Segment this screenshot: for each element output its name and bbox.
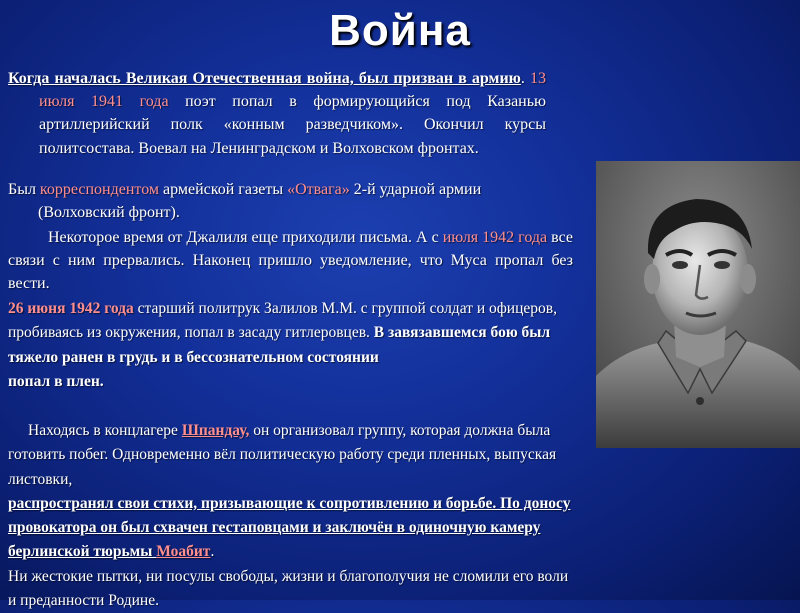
text-was: Был <box>8 181 40 198</box>
portrait-photo <box>596 161 800 448</box>
text-call-up: Когда началась Великая Отечественная война, был призван в армию <box>8 70 521 87</box>
text-shock-army: 2-й ударной армии (Волховский фронт). <box>38 181 482 222</box>
text-army-newspaper: армейской газеты <box>159 181 288 198</box>
date-13-july-1941: 13 июля 1941 года <box>39 70 547 111</box>
date-july-1942: июля 1942 года <box>442 229 548 246</box>
portrait-image <box>596 161 800 448</box>
paragraph-correspondent <box>8 178 548 224</box>
text-period-2: . <box>210 543 215 561</box>
camp-name: Шпандау, <box>181 422 250 439</box>
text-regiment: поэт попал в формирующийся под Казанью артиллерийский полк «конным разведчиком». Окончил курсы политсостава. Воевал на Ленинградском и Волховском фронтах. <box>39 93 546 157</box>
text-ambush: старший политрук Залилов М.М. с группой солдат и офицеров, пробиваясь из окружения, попал в засаду гитлеровцев. <box>8 300 557 342</box>
text-torture: Ни жестокие пытки, ни посулы свободы, жизни и благополучия не сломили его воли и преданности Родине. <box>8 567 569 610</box>
text-captured: попал в плен. <box>8 372 104 390</box>
paragraph-letters <box>8 226 573 296</box>
text-period: . <box>520 70 525 87</box>
paragraph-camp <box>8 419 578 613</box>
slide-title: Война <box>329 6 471 55</box>
text-organized-group: он организовал группу, которая должна была готовить побег. Одновременно вёл политическую работу среди пленных, выпуская листовки, <box>8 422 557 488</box>
text-poems-arrest: распространял свои стихи, призывающие к сопротивлению и борьбе. По доносу провокатора он был схвачен гестаповцами и заключён в одиночную камеру берлинской тюрьмы <box>8 494 571 561</box>
text-letters: Некоторое время от Джалиля еще приходили письма. А с <box>48 229 443 246</box>
text-in-camp: Находясь в концлагере <box>28 422 182 439</box>
text-missing: все связи с ним прервались. Наконец пришло уведомление, что Муса пропал без вести. <box>8 229 573 293</box>
paragraph-captured <box>8 297 578 394</box>
text-correspondent: корреспондентом <box>39 181 160 198</box>
paragraph-call-up <box>8 67 546 160</box>
text-wounded: В завязавшемся бою был тяжело ранен в грудь и в бессознательном состоянии <box>8 324 551 366</box>
prison-name: Моабит <box>156 543 211 561</box>
newspaper-name: «Отвага» <box>287 181 350 198</box>
date-26-june-1942: 26 июня 1942 года <box>8 300 134 317</box>
